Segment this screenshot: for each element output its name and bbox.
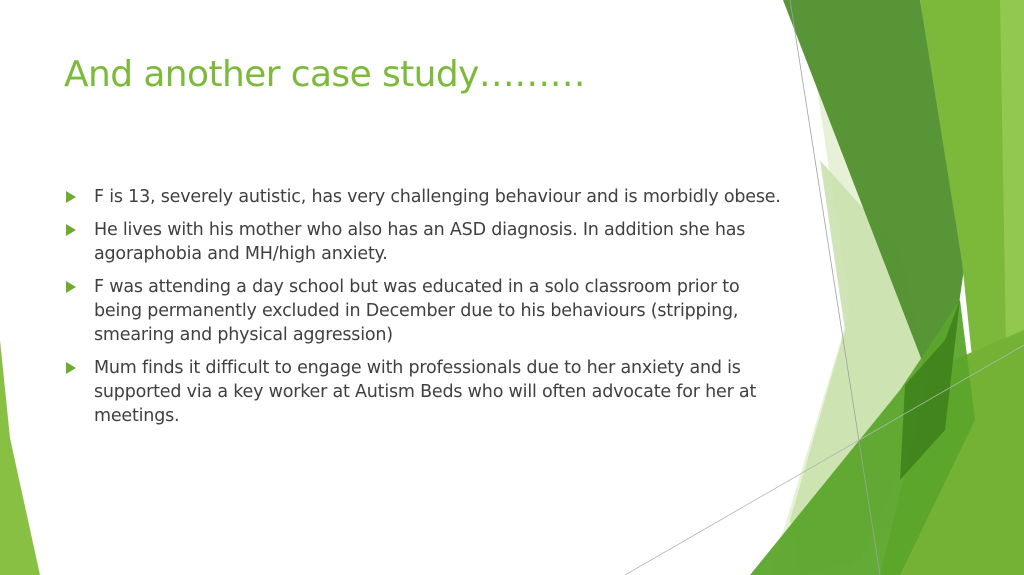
bullet-text: F is 13, severely autistic, has very challenging behaviour and is morbidly obese. [94,187,781,207]
bullet-text: F was attending a day school but was educated in a solo classroom prior to being permanently excluded in December due to his behaviours (stripping, smearing and physical aggression) [94,277,740,345]
triangle-right-icon [66,224,76,236]
triangle-right-icon [66,362,76,374]
bullet-item [66,275,781,347]
left-edge-facet [0,340,40,575]
bullet-list [66,185,781,437]
bullet-item [66,218,781,266]
triangle-right-icon [66,191,76,203]
bullet-text: Mum finds it difficult to engage with professionals due to her anxiety and is supported via a key worker at Autism Beds who will often advocate for her at meetings. [94,358,757,426]
bullet-item [66,356,781,428]
triangle-right-icon [66,281,76,293]
bullet-item [66,185,781,209]
bullet-text: He lives with his mother who also has an ASD diagnosis. In addition she has agoraphobia and MH/high anxiety. [94,220,746,264]
slide-title: And another case study……… [64,54,586,95]
